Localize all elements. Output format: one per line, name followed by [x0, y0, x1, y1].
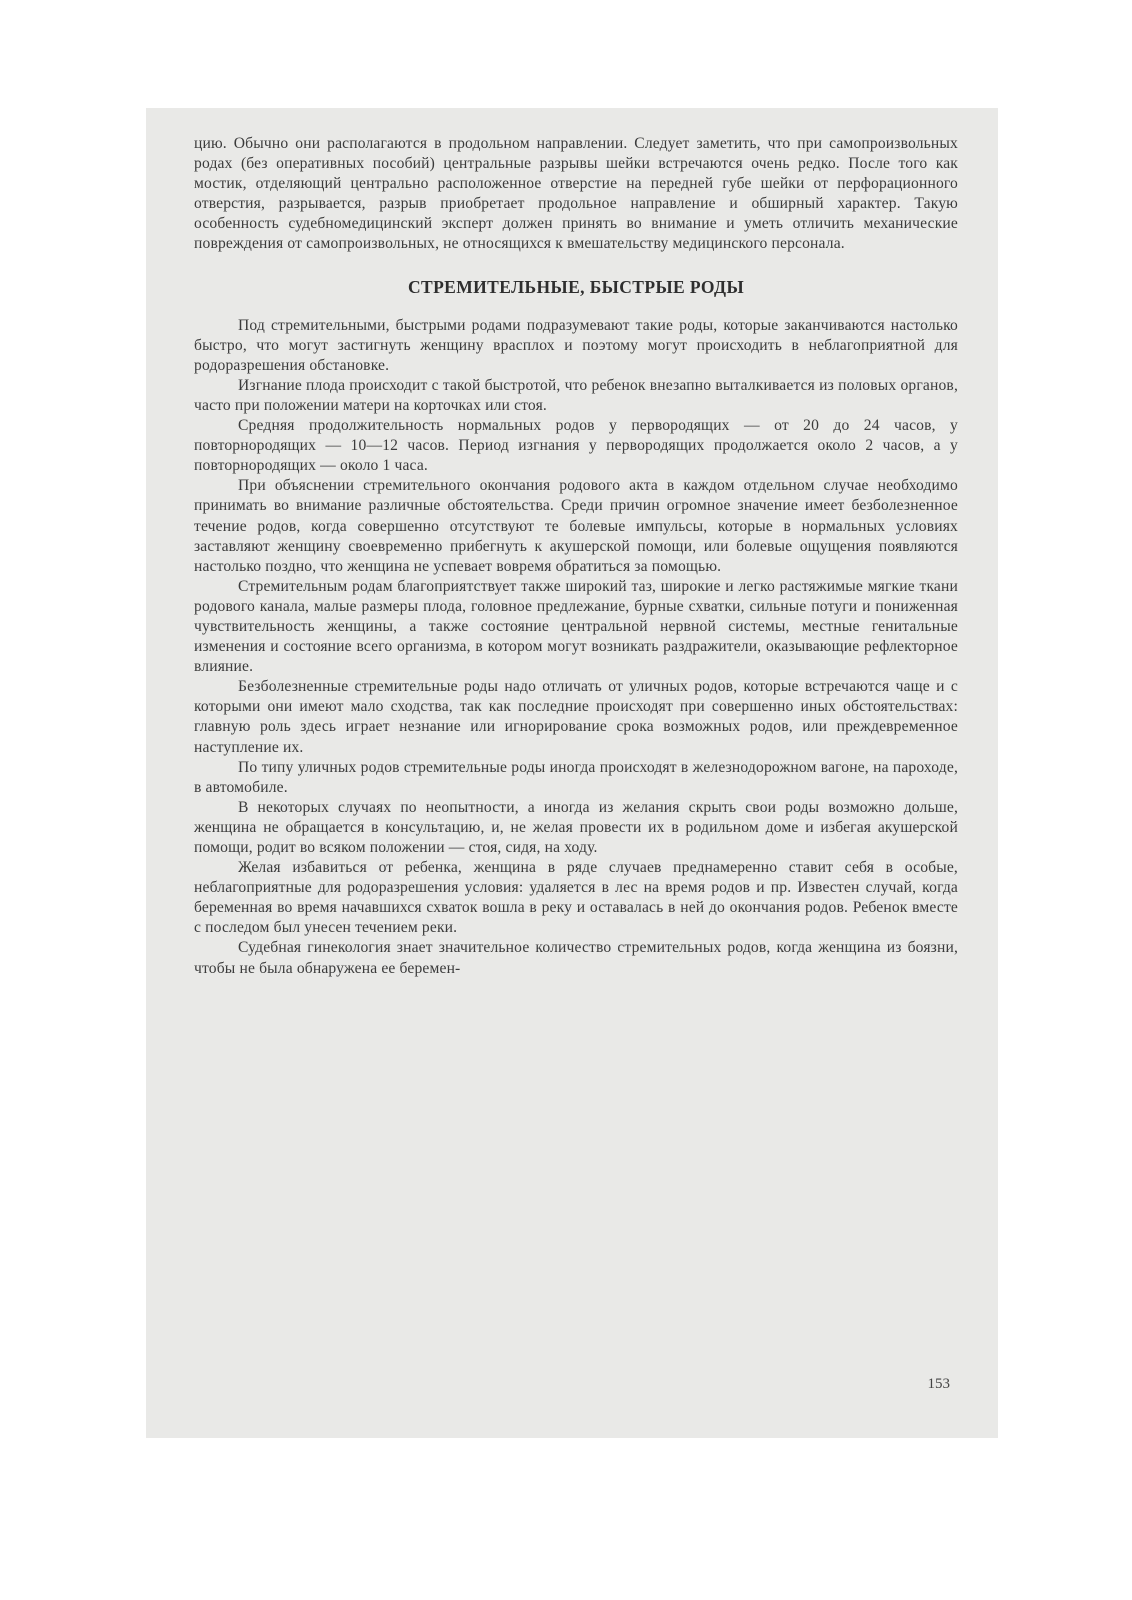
paragraph: По типу уличных родов стремительные роды иногда происходят в железнодорожном вагоне, на пароходе, в автомобиле.: [194, 758, 958, 796]
body-text-top: [194, 134, 958, 255]
paragraph: Средняя продолжительность нормальных родов у первородящих — от 20 до 24 часов, у повторнородящих — 10—12 часов. Период изгнания у первородящих продолжается около 2 часов, а у повторнородящих — около 1 часа.: [194, 417, 958, 475]
paragraph: Безболезненные стремительные роды надо отличать от уличных родов, которые встречаются чаще и с которыми они имеют мало сходства, так как последние происходят при совершенно иных обстоятельствах: главную роль здесь играет незнание или игнорирование срока возможных родов, или преждевременное наступление их.: [194, 678, 958, 756]
paragraph-continuation: цию. Обычно они располагаются в продольном направлении. Следует заметить, что при самопроизвольных родах (без оперативных пособий) центральные разрывы шейки встречаются очень редко. После того как мостик, отделяющий центрально расположенное отверстие на передней губе шейки от перфорационного отверстия, разрывается, разрыв приобретает продольное направление и обширный характер. Такую особенность судебномедицинский эксперт должен принять во внимание и уметь отличить механические повреждения от самопроизвольных, не относящихся к вмешательству медицинского персонала.: [194, 135, 958, 253]
paragraph: Судебная гинекология знает значительное количество стремительных родов, когда женщина из боязни, чтобы не была обнаружена ее беремен-: [194, 939, 958, 977]
paragraph: Желая избавиться от ребенка, женщина в ряде случаев преднамеренно ставит себя в особые, неблагоприятные для родоразрешения условия: удаляется в лес на время родов и пр. Известен случай, когда беременная во время начавшихся схваток вошла в реку и оставалась в ней до окончания родов. Ребенок вместе с последом был унесен течением реки.: [194, 859, 958, 937]
paragraph: В некоторых случаях по неопытности, а иногда из желания скрыть свои роды возможно дольше, женщина не обращается в консультацию, и, не желая провести их в родильном доме и избегая акушерской помощи, родит во всяком положении — стоя, сидя, на ходу.: [194, 798, 958, 856]
page-number: 153: [927, 1376, 950, 1392]
book-page: [146, 108, 998, 1438]
paragraph: Изгнание плода происходит с такой быстротой, что ребенок внезапно выталкивается из половых органов, часто при положении матери на корточках или стоя.: [194, 376, 958, 414]
section-heading: СТРЕМИТЕЛЬНЫЕ, БЫСТРЫЕ РОДЫ: [407, 276, 745, 297]
paragraph: При объяснении стремительного окончания родового акта в каждом отдельном случае необходимо принимать во внимание различные обстоятельства. Среди причин огромное значение имеет безболезненное течение родов, когда совершенно отсутствуют те болевые импульсы, которые в нормальных условиях заставляют женщину своевременно прибегнуть к акушерской помощи, или болевые ощущения появляются настолько поздно, что женщина не успевает вовремя обратиться за помощью.: [194, 477, 958, 575]
body-text-main: [194, 316, 958, 979]
paragraph: Под стремительными, быстрыми родами подразумевают такие роды, которые заканчиваются настолько быстро, что могут застигнуть женщину врасплох и поэтому могут происходить в неблагоприятной для родоразрешения обстановке.: [194, 316, 958, 374]
paragraph: Стремительным родам благоприятствует также широкий таз, широкие и легко растяжимые мягкие ткани родового канала, малые размеры плода, головное предлежание, бурные схватки, сильные потуги и пониженная чувствительность женщины, а также состояние центральной нервной системы, местные генитальные изменения и состояние всего организма, в котором могут возникать раздражители, оказывающие рефлекторное влияние.: [194, 577, 958, 676]
